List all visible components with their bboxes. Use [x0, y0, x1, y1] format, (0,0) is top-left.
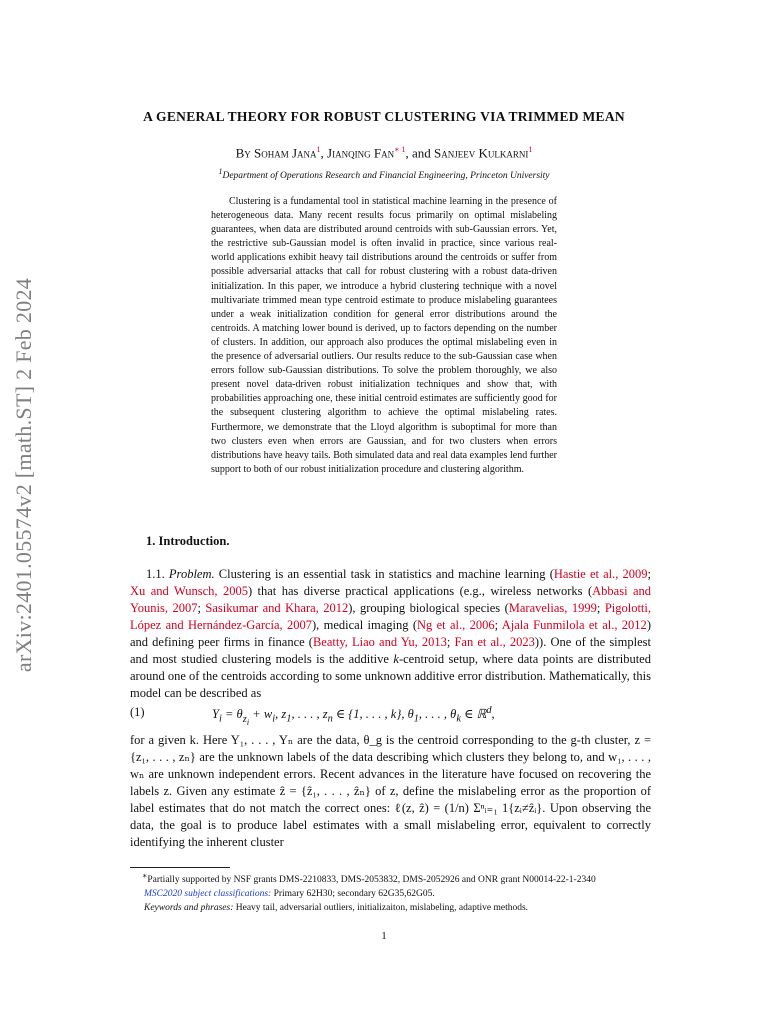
- model-description-paragraph: for a given k. Here Y₁, . . . , Yₙ are the data, θ_g is the centroid corresponding to the g-th cluster, z = {z₁, . . . , zₙ} are the unknown labels of the data describing which clusters they belong to, and w₁, . . . , wₙ are unknown independent errors. Recent advances in the literature have focused on recovering the labels z. Given any estimate ẑ = {ẑ₁, . . . , ẑₙ} of z, define the mislabeling error as the proportion of label estimates that do not match the correct ones: ℓ(z, ẑ) = (1/n) Σⁿᵢ₌₁ 1{zᵢ≠ẑᵢ}. Upon observing the data, the goal is to produce label estimates with a small mislabeling error, equivalent to correctly identifying the inherent cluster: [130, 733, 651, 849]
- author-kulkarni-mark[interactable]: 1: [528, 145, 533, 154]
- eq-part: i: [246, 716, 250, 727]
- keywords-text: Heavy tail, adversarial outliers, initializaiton, mislabeling, adaptive methods.: [233, 903, 529, 914]
- abstract: Clustering is a fundamental tool in statistical machine learning in the presence of heterogeneous data. Many recent results focus primarily on optimal mislabeling guarantees, when data are distributed around centroids with sub-Gaussian errors. Yet, the restrictive sub-Gaussian model is often invalid in practice, since various real-world applications exhibit heavy tail distributions around the centroids or suffer from possible adversarial attacks that call for robust clustering with a robust data-driven initialization. In this paper, we introduce a hybrid clustering technique with a novel multivariate trimmed mean type centroid estimate to produce mislabeling guarantees under a weak initialization condition for general error distributions around the centroids. A matching lower bound is derived, up to factors depending on the number of clusters. In addition, our approach also produces the optimal mislabeling even in the presence of adversarial outliers. Our results reduce to the sub-Gaussian case when errors follow sub-Gaussian distributions. To solve the problem thoroughly, we also present novel data-driven robust initialization techniques and show that, with probabilities approaching one, these initial centroid estimates are sufficiently good for the subsequent clustering algorithm to achieve the optimal mislabeling rates. Furthermore, we demonstrate that the Lloyd algorithm is suboptimal for more than two clusters even when errors are Gaussian, and for two clusters when errors distributions have heavy tails. Both simulated data and real data examples lend further support to both of our robust initialization procedure and clustering algorithm.: [211, 196, 557, 475]
- author-sep: ,: [320, 145, 324, 161]
- citation-ajala[interactable]: Ajala Funmilola et al., 2012: [501, 618, 647, 632]
- page-number: 1: [381, 930, 387, 942]
- author-by: By: [235, 145, 251, 161]
- author-fan-mark[interactable]: ∗ 1: [394, 145, 406, 154]
- section-heading-introduction: 1. Introduction.: [146, 534, 230, 548]
- intro-text-5: ) and defining peer firms in finance (: [130, 618, 651, 649]
- intro-paragraph: [130, 566, 651, 702]
- citation-separator: ;: [647, 567, 652, 581]
- eq-part: 1: [413, 713, 419, 725]
- footnote-funding: [130, 869, 651, 887]
- citation-hastie[interactable]: Hastie et al., 2009: [553, 567, 648, 581]
- eq-part: k: [456, 713, 461, 725]
- footnote-keywords: [130, 901, 651, 915]
- eq-part: , . . . , z: [291, 707, 328, 722]
- citation-fan[interactable]: Fan et al., 2023: [454, 635, 535, 649]
- eq-part: , z: [275, 707, 287, 722]
- author-fan: Jianqing Fan: [327, 145, 395, 161]
- subsection-label: 1.1.: [146, 567, 165, 581]
- footnote-funding-text: Partially supported by NSF grants DMS-2210833, DMS-2053832, DMS-2052926 and ONR grant N00014-22-1-2340: [147, 875, 596, 886]
- eq-part: i: [218, 713, 222, 725]
- keywords-label: Keywords and phrases:: [144, 903, 234, 914]
- eq-part: i: [272, 713, 276, 725]
- paper-title: A GENERAL THEORY FOR ROBUST CLUSTERING VIA TRIMMED MEAN: [143, 109, 625, 124]
- footnote-mark: ∗: [142, 871, 148, 880]
- intro-text-6: )). One of the simplest and most studied clustering models is the additive: [130, 635, 651, 666]
- affiliation: [0, 167, 768, 181]
- intro-k: k: [393, 652, 399, 666]
- subsection-title: Problem.: [168, 567, 215, 581]
- msc-link[interactable]: MSC2020 subject classifications:: [144, 889, 272, 900]
- author-and: , and: [405, 145, 431, 161]
- intro-text-3: ), grouping biological species (: [348, 601, 509, 615]
- eq-part: 1: [286, 713, 292, 725]
- author-kulkarni: Sanjeev Kulkarni: [434, 145, 529, 161]
- affiliation-text: Department of Operations Research and Financial Engineering, Princeton University: [222, 171, 550, 182]
- footnotes: [130, 869, 651, 915]
- eq-part: n: [327, 713, 333, 725]
- equation-number: (1): [130, 705, 145, 719]
- citation-pigolotti[interactable]: Pigolotti, López and Hernández-García, 2007: [130, 601, 652, 632]
- citation-sasikumar[interactable]: Sasikumar and Khara, 2012: [205, 601, 349, 615]
- eq-part: d: [486, 705, 492, 716]
- footnote-msc-text: Primary 62H30; secondary 62G35,62G05.: [271, 889, 435, 900]
- eq-part: ∈ ℝ: [460, 707, 487, 722]
- eq-part: = θ: [221, 707, 243, 722]
- citation-separator: ;: [596, 601, 605, 615]
- citation-separator: ;: [197, 601, 206, 615]
- citation-maravelias[interactable]: Maravelias, 1999: [508, 601, 597, 615]
- citation-separator: ;: [494, 618, 502, 632]
- eq-part: , . . . , θ: [418, 707, 457, 722]
- eq-part: Y: [212, 707, 219, 722]
- arxiv-identifier-text: arXiv:2401.05574v2 [math.ST] 2 Feb 2024: [11, 277, 36, 673]
- eq-part: ∈ {1, . . . , k}, θ: [332, 707, 414, 722]
- arxiv-identifier-stamp: [6, 240, 42, 710]
- eq-part: ,: [491, 707, 495, 722]
- eq-part: + w: [249, 707, 273, 722]
- author-jana: Soham Jana: [254, 145, 317, 161]
- citation-separator: ;: [446, 635, 455, 649]
- intro-text-2: ) that has diverse practical applications (e.g., wireless networks (: [247, 584, 593, 598]
- citation-ng[interactable]: Ng et al., 2006: [417, 618, 495, 632]
- citation-beatty[interactable]: Beatty, Liao and Yu, 2013: [312, 635, 447, 649]
- footnote-msc: [130, 887, 651, 901]
- author-line: [0, 145, 768, 161]
- footnote-rule: [130, 867, 230, 868]
- equation-body: [212, 705, 495, 727]
- citation-xu-wunsch[interactable]: Xu and Wunsch, 2005: [130, 584, 248, 598]
- intro-text-7: -centroid setup, where data points are distributed around one of the centroids according to some unknown additive error distribution. Mathematically, this model can be described as: [130, 652, 651, 700]
- author-jana-mark[interactable]: 1: [316, 145, 321, 154]
- intro-text-1: Clustering is an essential task in statistics and machine learning (: [214, 567, 554, 581]
- eq-part: z: [242, 713, 247, 725]
- intro-text-4: ), medical imaging (: [312, 618, 418, 632]
- affiliation-mark: 1: [218, 167, 223, 176]
- citation-abbasi[interactable]: Abbasi and Younis, 2007: [130, 584, 652, 615]
